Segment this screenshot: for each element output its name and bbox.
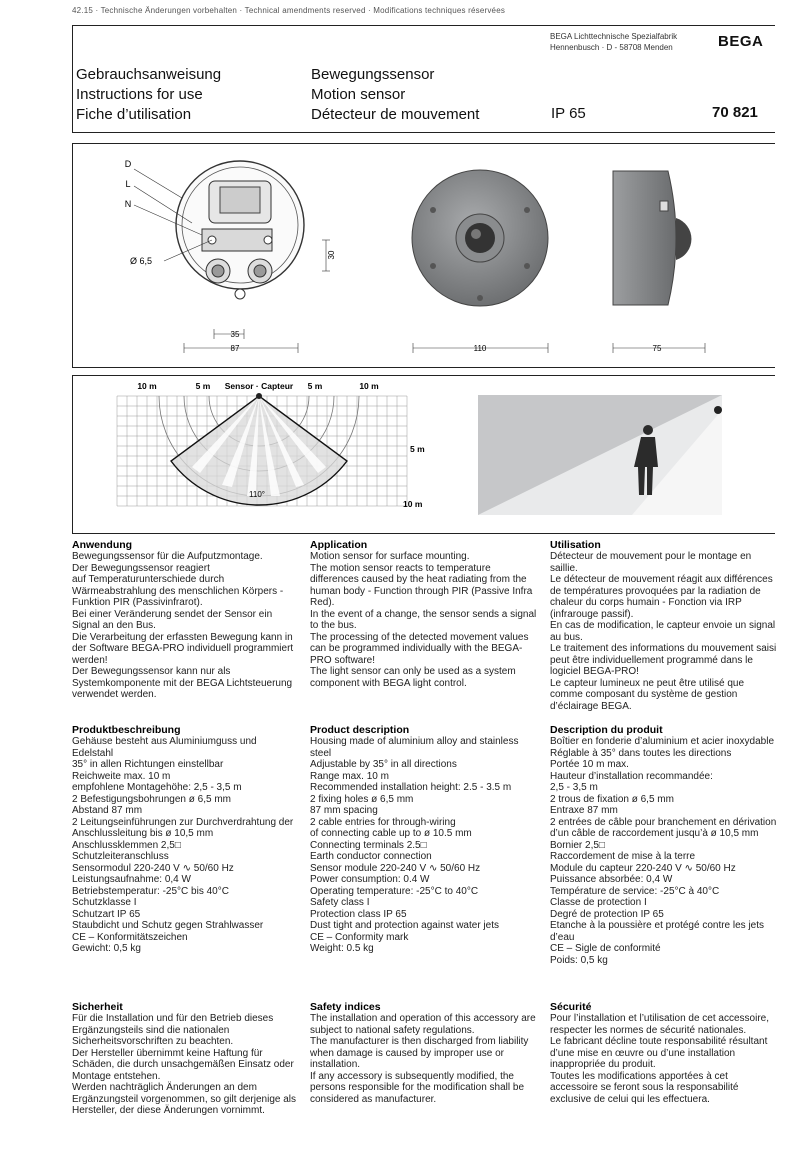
section-title: Product description (310, 724, 410, 736)
mounting-illustration (478, 395, 722, 515)
dim-87-label: 87 (230, 344, 240, 353)
mounted-sensor-icon (714, 406, 722, 414)
brand-logo: BEGA (718, 33, 764, 50)
section-text: Housing made of aluminium alloy and stainless steel Adjustable by 35° in all directions Range max. 10 m Recommended installation height: 2.5 - 3.5 m 2 fixing holes ø 6,5 mm 87 mm spacing 2 cable entries for through-wiring of connecting cable up to ø 10.5 mm Connecting terminals 2.5□ Earth conductor connection Sensor module 220-240 V ∿ 50/60 Hz Power consumption: 0.4 W Operating temperature: -25°C to 40°C Safety class I Protection class IP 65 Dust tight and protection against water jets CE – Conformity mark Weight: 0.5 kg (310, 736, 519, 954)
section-title: Anwendung (72, 539, 133, 551)
side-view-drawing (613, 171, 705, 353)
doc-title-en: Instructions for use (76, 86, 203, 103)
section-title: Utilisation (550, 539, 601, 551)
section-produktbeschreibung (72, 724, 300, 955)
section-text: Boîtier en fonderie d’aluminium et acier inoxydable Réglable à 35° dans toutes les directions Portée 10 m max. Hauteur d’installation recommandée: 2,5 - 3,5 m 2 trous de fixation ø 6,5 mm Entraxe 87 mm 2 entrées de câble pour branchement en dérivation d’un câble de raccordement jusqu’à ø 10,5 mm Bornier 2,5□ Raccordement de mise à la terre Module du capteur 220-240 V ∿ 50/60 Hz Puissance absorbée: 0,4 W Température de service: -25°C à 40°C Classe de protection I Degré de protection IP 65 Etanche à la poussière et protégé contre les jets d’eau CE – Sigle de conformité Poids: 0,5 kg (550, 736, 777, 966)
section-application (310, 539, 538, 689)
product-title-de: Bewegungssensor (311, 66, 435, 83)
section-text: Bewegungssensor für die Aufputzmontage. Der Bewegungssensor reagiert auf Temperaturunterschiede durch Wärmeabstrahlung des menschlichen Körpers - Funktion PIR (Passivinfrarot). Bei einer Veränderung sendet der Sensor ein Signal an den Bus. Die Verarbeitung der erfassten Bewegung kann in der Software BEGA-PRO individuell programmiert werden! Der Bewegungssensor kann nur als Systemkomponente mit der BEGA Lichtsteuerung verwendet werden. (72, 551, 294, 700)
section-product-description (310, 724, 538, 955)
front-view-drawing (412, 170, 548, 353)
doc-titles (76, 65, 221, 125)
section-text: Für die Installation und für den Betrieb dieses Ergänzungsteils sind die nationalen Sicherheitsvorschriften zu beachten. Der Hersteller übernimmt keine Haftung für Schäden, die durch unsachgemäßen Einsatz oder Montage entstehen. Werden nachträglich Änderungen an dem Ergänzungsteil vorgenommen, so gilt derjenige als Hersteller, der diese Änderungen vornimmt. (72, 1013, 297, 1116)
dim-110-label: 110 (473, 344, 487, 353)
section-safety (310, 1001, 538, 1105)
section-securite (550, 1001, 778, 1105)
section-anwendung (72, 539, 300, 701)
range-10m-right: 10 m (359, 381, 379, 391)
section-description-produit (550, 724, 778, 966)
section-title: Sécurité (550, 1001, 592, 1013)
section-text: Détecteur de mouvement pour le montage en saillie. Le détecteur de mouvement réagit aux différences de températures provoquées par la radiation de chaleur du corps humain - Fonction via IRP (infrarouge passif). En cas de modification, le capteur envoie un signal au bus. Le traitement des informations du mouvement saisi peut être individuellement programmé dans le logiciel BEGA-PRO! Le capteur lumineux ne peut être utilisé que comme composant du système de gestion d’éclairage BEGA. (550, 551, 777, 712)
company-location: Hennenbusch · D - 58708 Menden (550, 43, 673, 52)
product-title-fr: Détecteur de mouvement (311, 106, 480, 123)
protection-rating: IP 65 (551, 105, 586, 122)
doc-title-fr: Fiche d’utilisation (76, 106, 192, 123)
product-title-en: Motion sensor (311, 86, 406, 103)
hole-diameter-label: Ø 6,5 (130, 256, 153, 266)
range-5m-right: 5 m (307, 381, 323, 391)
article-number: 70 821 (712, 104, 758, 121)
section-title: Description du produit (550, 724, 663, 736)
doc-title-de: Gebrauchsanweisung (76, 66, 222, 83)
section-sicherheit (72, 1001, 300, 1117)
range-10m-side: 10 m (403, 499, 423, 509)
company-address (550, 31, 677, 53)
revision-notice: 42.15 · Technische Änderungen vorbehalten · Technical amendments reserved · Modifications techniques réservées (72, 6, 506, 15)
section-title: Produktbeschreibung (72, 724, 181, 736)
technical-drawings (72, 143, 774, 366)
sensor-label: Sensor · Capteur (224, 381, 294, 391)
detection-range-diagram (72, 375, 774, 532)
back-view-drawing (134, 161, 330, 353)
terminal-d-label: D (124, 159, 132, 169)
dim-75-label: 75 (652, 344, 662, 353)
section-title: Safety indices (310, 1001, 381, 1013)
company-name: BEGA Lichttechnische Spezialfabrik (550, 32, 678, 41)
section-text: Pour l’installation et l’utilisation de cet accessoire, respecter les normes de sécurité nationales. Le fabricant décline toute responsabilité résultant d’une mise en œuvre ou d’une installation inappropriée du produit. Toutes les modifications apportées à cet accessoire se feront sous la responsabilité exclusive de celui qui les effectuera. (550, 1013, 769, 1105)
dim-35-label: 35 (230, 330, 240, 339)
section-text: Motion sensor for surface mounting. The motion sensor reacts to temperature differences caused by the heat radiating from the human body - Function through PIR (Passive Infra Red). In the event of a change, the sensor sends a signal to the bus. The processing of the detected movement values can be programmed individually with the BEGA-PRO software! The light sensor can only be used as a system component with BEGA light control. (310, 551, 537, 689)
section-utilisation (550, 539, 778, 712)
range-5m-side: 5 m (410, 444, 425, 454)
sensor-point (256, 393, 262, 399)
range-5m-left: 5 m (195, 381, 211, 391)
product-titles (311, 65, 479, 125)
angle-label: 110° (249, 490, 265, 499)
section-text: The installation and operation of this accessory are subject to national safety regulations. The manufacturer is then discharged from liability when damage is caused by improper use or installation. If any accessory is subsequently modified, the persons responsible for the modification shall be considered as manufacturer. (310, 1013, 536, 1105)
terminal-l-label: L (125, 179, 131, 189)
dim-30-label: 30 (327, 250, 336, 260)
terminal-n-label: N (124, 199, 132, 209)
section-text: Gehäuse besteht aus Aluminiumguss und Edelstahl 35° in allen Richtungen einstellbar Reichweite max. 10 m empfohlene Montagehöhe: 2,5 - 3,5 m 2 Befestigungsbohrungen ø 6,5 mm Abstand 87 mm 2 Leitungseinführungen zur Durchverdrahtung der Anschlussleitung bis ø 10,5 mm Anschlussklemmen 2,5□ Schutzleiteranschluss Sensormodul 220-240 V ∿ 50/60 Hz Leistungsaufnahme: 0,4 W Betriebstemperatur: -25°C bis 40°C Schutzklasse I Schutzart IP 65 Staubdicht und Schutz gegen Strahlwasser CE – Konformitätszeichen Gewicht: 0,5 kg (72, 736, 294, 954)
detection-zone (171, 396, 347, 505)
section-title: Application (310, 539, 368, 551)
range-10m-left: 10 m (137, 381, 157, 391)
section-title: Sicherheit (72, 1001, 123, 1013)
